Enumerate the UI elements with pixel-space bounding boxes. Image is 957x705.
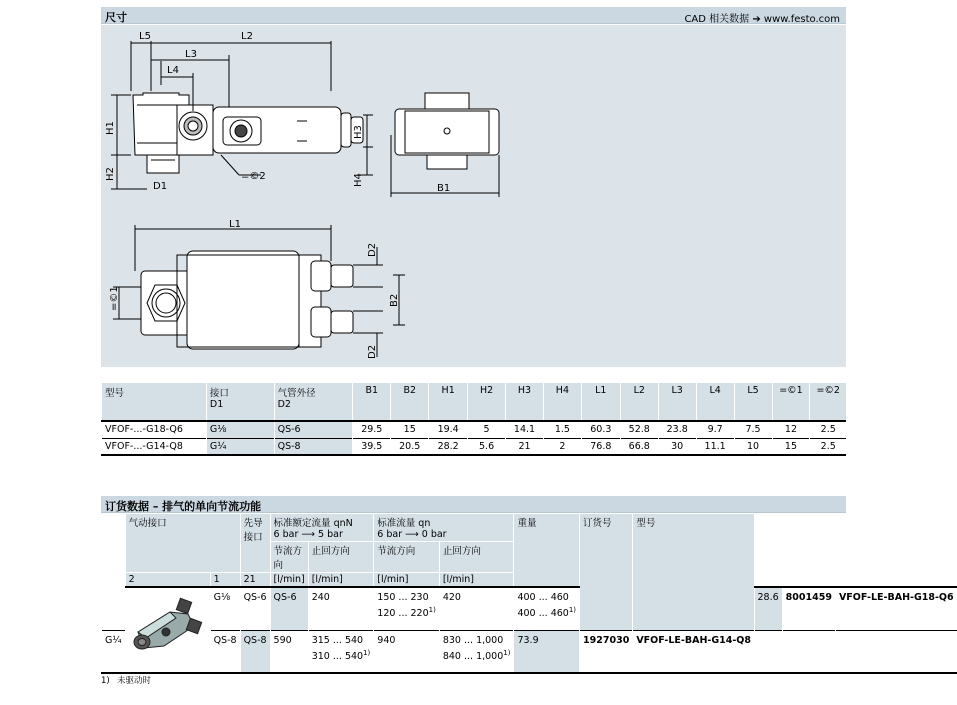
- cell-type: VFOF-LE-BAH-G14-Q8: [633, 630, 754, 673]
- dims-cell: 1.5: [543, 421, 581, 438]
- col-pilot-port: 先导 接口: [240, 514, 270, 573]
- cell-type: VFOF-LE-BAH-G18-Q6: [835, 587, 956, 630]
- cell-port21: QS-8: [240, 630, 270, 673]
- dims-cell: 2.5: [810, 438, 846, 455]
- label-b1: B1: [437, 183, 451, 194]
- cell-rated-blocking: 150 ... 230 120 ... 220$^{1)}$: [374, 587, 440, 630]
- dims-cell: 20.5: [391, 438, 429, 455]
- dims-col-header: H4: [543, 383, 581, 421]
- dims-col-header: 气管外径 D2: [274, 383, 353, 421]
- dims-cell: 5.6: [468, 438, 506, 455]
- dims-col-header: L4: [696, 383, 734, 421]
- cell-port2: G⅛: [210, 587, 240, 630]
- cell-partno[interactable]: 1927030: [580, 630, 633, 673]
- dimensions-header-row: [102, 383, 847, 421]
- dims-col-header: B2: [391, 383, 429, 421]
- dims-col-header: L2: [620, 383, 658, 421]
- dims-col-header: L3: [658, 383, 696, 421]
- label-l1: L1: [229, 219, 241, 230]
- dims-col-header: 接口 D1: [206, 383, 274, 421]
- cad-link[interactable]: CAD 相关数据 ➔ www.festo.com: [684, 14, 840, 25]
- dimensions-title: 尺寸: [105, 11, 127, 24]
- label-d1: D1: [153, 181, 168, 192]
- dims-cell: 21: [506, 438, 544, 455]
- order-header: [101, 496, 846, 513]
- cell-port21: QS-6: [270, 587, 308, 630]
- cell-weight: 28.6: [754, 587, 782, 630]
- dims-cell: 15: [772, 438, 810, 455]
- cell-weight: 73.9: [514, 630, 580, 673]
- dims-col-header: L1: [581, 383, 620, 421]
- dims-cell: 66.8: [620, 438, 658, 455]
- dims-col-header: 型号: [102, 383, 207, 421]
- label-d2-top: D2: [367, 242, 378, 257]
- cell-std-throttle: 940: [374, 630, 440, 673]
- col-std-blocking: 止回方向: [439, 542, 514, 573]
- unit-lmin: [l/min]: [374, 573, 440, 588]
- dims-cell: 52.8: [620, 421, 658, 438]
- footnote-ref: 1): [503, 648, 511, 657]
- dims-cell: 39.5: [353, 438, 391, 455]
- label-b2: B2: [389, 293, 400, 307]
- label-l2: L2: [241, 31, 253, 42]
- col-rated-flow: 标准额定流量 qnN 6 bar ⟶ 5 bar: [270, 514, 374, 542]
- dims-col-header: H2: [468, 383, 506, 421]
- cell-std-throttle: 420: [439, 587, 514, 630]
- dims-cell: QS-8: [274, 438, 353, 455]
- cell-std-blocking: 830 ... 1,000 840 ... 1,000$^{1)}$: [439, 630, 514, 673]
- dims-row: [102, 421, 847, 438]
- dims-cell: G⅛: [206, 421, 274, 438]
- col-rated-throttle: 节流方向: [270, 542, 308, 573]
- dims-col-header: H3: [506, 383, 544, 421]
- dims-cell: QS-6: [274, 421, 353, 438]
- label-h1: H1: [105, 121, 116, 135]
- label-d2-bottom: D2: [367, 344, 378, 359]
- dims-col-header: L5: [734, 383, 772, 421]
- dims-cell: 10: [734, 438, 772, 455]
- footnote-text: 未驱动时: [117, 676, 152, 686]
- dims-col-header: H1: [429, 383, 468, 421]
- dims-cell: 15: [391, 421, 429, 438]
- cell-rated-throttle: 590: [270, 630, 308, 673]
- drawing-svg: [101, 25, 846, 367]
- label-h3: H3: [353, 125, 364, 139]
- dims-col-header: =©1: [772, 383, 810, 421]
- unit-lmin: [l/min]: [270, 573, 308, 588]
- dims-cell: 7.5: [734, 421, 772, 438]
- footnote: [101, 674, 151, 686]
- label-l5: L5: [139, 31, 151, 42]
- cell-partno[interactable]: 8001459: [782, 587, 835, 630]
- dims-cell: 14.1: [506, 421, 544, 438]
- dims-cell: 23.8: [658, 421, 696, 438]
- label-wf1: =©1: [109, 286, 120, 311]
- col-weight: 重量: [514, 514, 580, 588]
- cell-std-blocking: 400 ... 460 400 ... 460$^{1)}$: [514, 587, 580, 630]
- dims-cell: 11.1: [696, 438, 734, 455]
- order-table: [101, 513, 957, 674]
- dimensions-header: [101, 7, 846, 24]
- dims-cell: 9.7: [696, 421, 734, 438]
- dimension-drawing: [101, 25, 846, 367]
- order-title: 订货数据 – 排气的单向节流功能: [105, 500, 262, 513]
- unit-lmin: [l/min]: [308, 573, 374, 588]
- dims-cell: 76.8: [581, 438, 620, 455]
- cell-port1: QS-6: [240, 587, 270, 630]
- dims-cell: VFOF-...-G18-Q6: [102, 421, 207, 438]
- footnote-ref: 1): [568, 605, 577, 614]
- dims-cell: 5: [468, 421, 506, 438]
- port-2: 2: [125, 573, 210, 588]
- label-l4: L4: [167, 65, 179, 76]
- col-pneumatic-port: 气动接口: [125, 514, 240, 573]
- col-std-throttle: 节流方向: [374, 542, 440, 573]
- dims-cell: 2.5: [810, 421, 846, 438]
- col-type: 型号: [633, 514, 754, 631]
- col-rated-blocking: 止回方向: [308, 542, 374, 573]
- footnote-ref: 1): [428, 605, 436, 614]
- label-l3: L3: [185, 49, 197, 60]
- footnote-ref: 1): [363, 648, 371, 657]
- product-image: [125, 587, 210, 673]
- valve-product-icon: [130, 592, 206, 662]
- label-wf2: =©2: [241, 171, 266, 182]
- dims-cell: 60.3: [581, 421, 620, 438]
- dimensions-table: [101, 383, 846, 456]
- cell-port1: QS-8: [210, 630, 240, 673]
- dims-cell: 19.4: [429, 421, 468, 438]
- dims-cell: 30: [658, 438, 696, 455]
- arrow-right-icon: ➔: [752, 14, 761, 25]
- port-1: 1: [210, 573, 240, 588]
- unit-lmin: [l/min]: [439, 573, 514, 588]
- order-row: [102, 630, 957, 673]
- dims-cell: 12: [772, 421, 810, 438]
- dims-cell: VFOF-...-G14-Q8: [102, 438, 207, 455]
- dims-row: [102, 438, 847, 455]
- cell-port2: G¼: [102, 630, 126, 673]
- port-21: 21: [240, 573, 270, 588]
- dims-col-header: B1: [353, 383, 391, 421]
- col-std-flow: 标准流量 qn 6 bar ⟶ 0 bar: [374, 514, 514, 542]
- footnote-number: 1): [101, 676, 110, 686]
- cell-rated-throttle: 240: [308, 587, 374, 630]
- cell-rated-blocking: 315 ... 540 310 ... 540$^{1)}$: [308, 630, 374, 673]
- dims-cell: 29.5: [353, 421, 391, 438]
- col-partno: 订货号: [580, 514, 633, 631]
- dims-cell: G¼: [206, 438, 274, 455]
- dims-col-header: =©2: [810, 383, 846, 421]
- dims-cell: 2: [543, 438, 581, 455]
- label-h2: H2: [105, 167, 116, 181]
- dims-cell: 28.2: [429, 438, 468, 455]
- order-row: [102, 587, 957, 630]
- label-h4: H4: [353, 173, 364, 187]
